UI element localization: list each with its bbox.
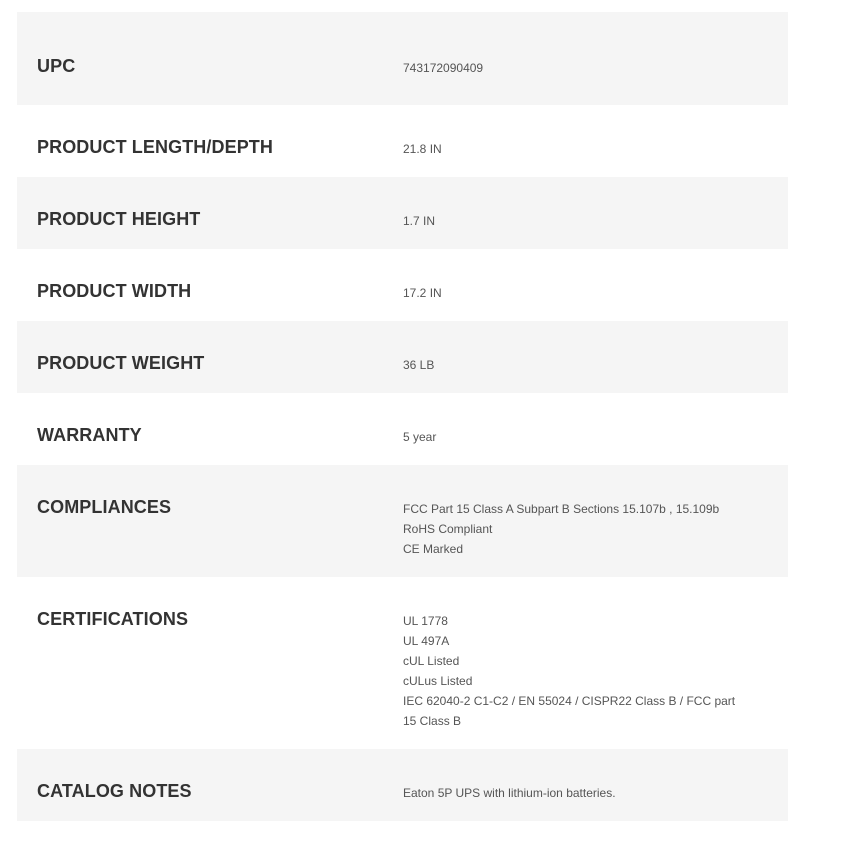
spec-label: PRODUCT WEIGHT (37, 353, 205, 373)
spec-row-product-height (17, 177, 788, 249)
spec-row-catalog-notes (17, 749, 788, 821)
spec-value-line: 17.2 IN (403, 286, 442, 300)
spec-value (403, 139, 768, 159)
spec-row-certifications (17, 577, 788, 749)
spec-value (403, 283, 768, 303)
spec-value (403, 427, 768, 447)
spec-label: PRODUCT HEIGHT (37, 209, 201, 229)
spec-row-product-length (17, 105, 788, 177)
spec-value-line: RoHS Compliant (403, 522, 493, 536)
spec-value-line: cULus Listed (403, 674, 473, 688)
product-specifications-table (17, 12, 788, 821)
spec-value (403, 58, 768, 78)
spec-value (403, 211, 768, 231)
spec-label: CERTIFICATIONS (37, 609, 189, 629)
spec-row-product-width (17, 249, 788, 321)
spec-label: COMPLIANCES (37, 497, 172, 517)
spec-value (403, 783, 768, 803)
spec-row-upc (17, 12, 788, 105)
spec-value (403, 355, 768, 375)
spec-label: CATALOG NOTES (37, 781, 192, 801)
spec-row-product-weight (17, 321, 788, 393)
spec-label: PRODUCT LENGTH/DEPTH (37, 137, 273, 157)
spec-value-line: cUL Listed (403, 654, 460, 668)
spec-row-compliances (17, 465, 788, 577)
spec-row-warranty (17, 393, 788, 465)
spec-value-line: UL 497A (403, 634, 450, 648)
spec-value-line: CE Marked (403, 542, 464, 556)
spec-value-line: FCC Part 15 Class A Subpart B Sections 15.107b , 15.109b (403, 502, 720, 516)
spec-value-line: 36 LB (403, 358, 435, 372)
spec-label: WARRANTY (37, 425, 142, 445)
spec-label: PRODUCT WIDTH (37, 281, 192, 301)
spec-value (403, 499, 768, 559)
spec-value-line: 21.8 IN (403, 142, 442, 156)
spec-value (403, 611, 768, 731)
spec-value-line: UL 1778 (403, 614, 448, 628)
spec-value-line: Eaton 5P UPS with lithium-ion batteries. (403, 786, 616, 800)
spec-label: UPC (37, 56, 76, 76)
spec-value-line: IEC 62040-2 C1-C2 / EN 55024 / CISPR22 Class B / FCC part 15 Class B (403, 694, 736, 728)
spec-value-line: 743172090409 (403, 61, 484, 75)
spec-value-line: 1.7 IN (403, 214, 436, 228)
spec-value-line: 5 year (403, 430, 437, 444)
